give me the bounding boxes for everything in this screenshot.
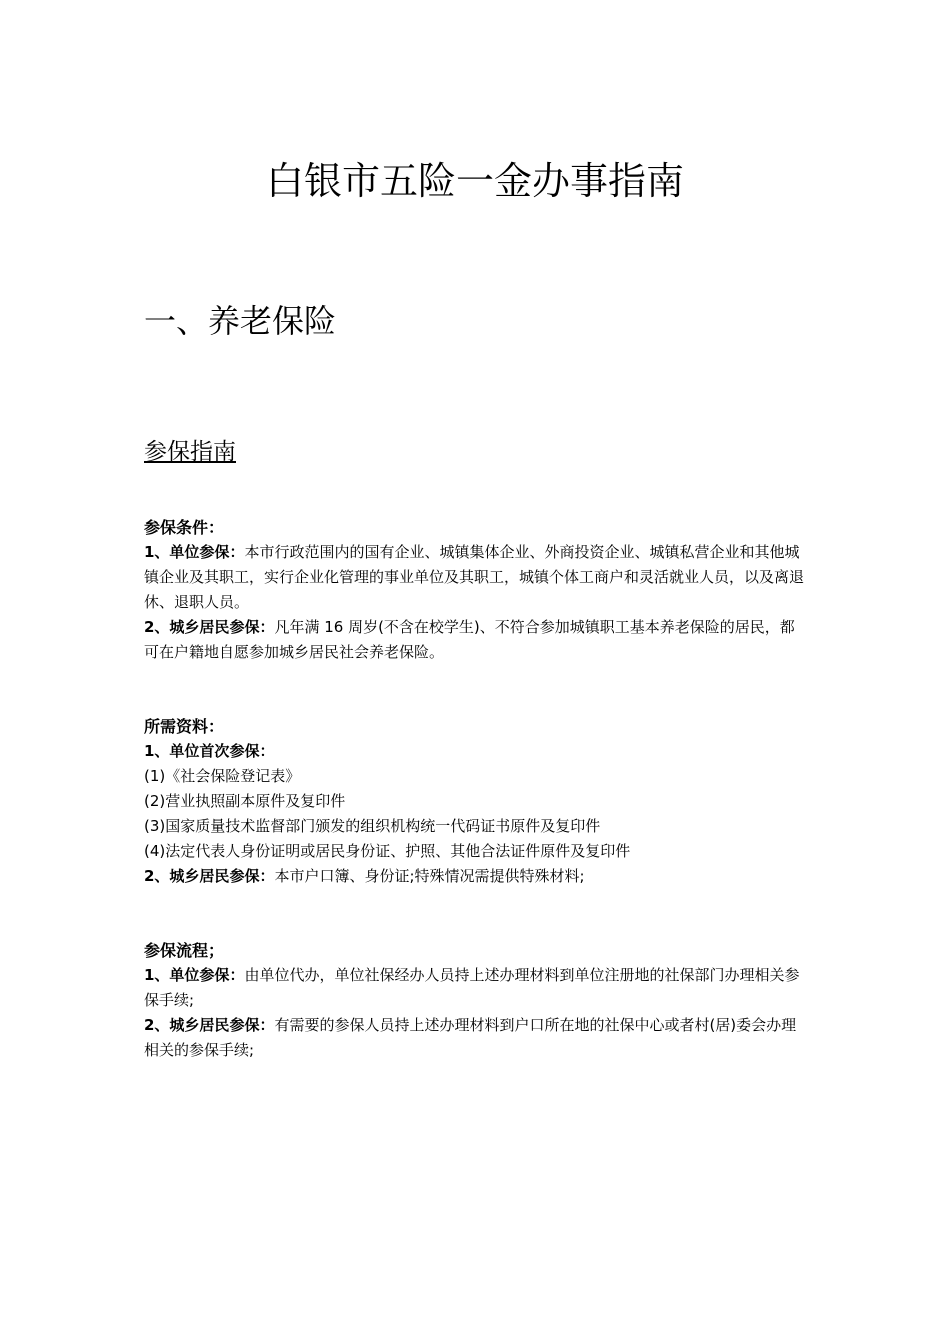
process-text: 有需要的参保人员持上述办理材料到户口所在地的社保中心或者村(居)委会办理相关的参保手续; [144, 1016, 797, 1059]
condition-text: 本市行政范围内的国有企业、城镇集体企业、外商投资企业、城镇私营企业和其他城镇企业及其职工，实行企业化管理的事业单位及其职工，城镇个体工商户和灵活就业人员，以及离退休、退职人员。 [144, 543, 805, 611]
materials-heading: 所需资料： [144, 717, 225, 736]
materials-text: 本市户口簿、身份证;特殊情况需提供特殊材料; [274, 867, 585, 885]
process-label: 2、城乡居民参保： [144, 1016, 275, 1034]
condition-label: 1、单位参保： [144, 543, 245, 561]
document-title: 白银市五险一金办事指南 [265, 159, 684, 203]
materials-sub-heading: 1、单位首次参保： [144, 742, 275, 760]
condition-item [144, 615, 809, 665]
process-label: 1、单位参保： [144, 966, 245, 984]
process-item [144, 963, 809, 1013]
materials-list-item: (1)《社会保险登记表》 [144, 767, 301, 785]
materials-item [144, 864, 809, 889]
subsection-heading-guide: 参保指南 [144, 439, 236, 465]
conditions-section [144, 515, 809, 665]
process-item [144, 1013, 809, 1063]
process-section [144, 938, 809, 1063]
condition-text: 凡年满 16 周岁(不含在校学生)、不符合参加城镇职工基本养老保险的居民，都可在户籍地自愿参加城乡居民社会养老保险。 [144, 618, 795, 661]
materials-label: 2、城乡居民参保： [144, 867, 275, 885]
condition-label: 2、城乡居民参保： [144, 618, 275, 636]
materials-list-item: (3)国家质量技术监督部门颁发的组织机构统一代码证书原件及复印件 [144, 817, 601, 835]
section-heading-pension: 一、养老保险 [144, 302, 337, 340]
materials-list-item: (2)营业执照副本原件及复印件 [144, 792, 346, 810]
materials-list-item: (4)法定代表人身份证明或居民身份证、护照、其他合法证件原件及复印件 [144, 842, 631, 860]
process-text: 由单位代办，单位社保经办人员持上述办理材料到单位注册地的社保部门办理相关参保手续; [144, 966, 800, 1009]
materials-section [144, 714, 809, 889]
process-heading: 参保流程； [144, 941, 225, 960]
condition-item [144, 540, 809, 615]
conditions-heading: 参保条件： [144, 518, 225, 537]
